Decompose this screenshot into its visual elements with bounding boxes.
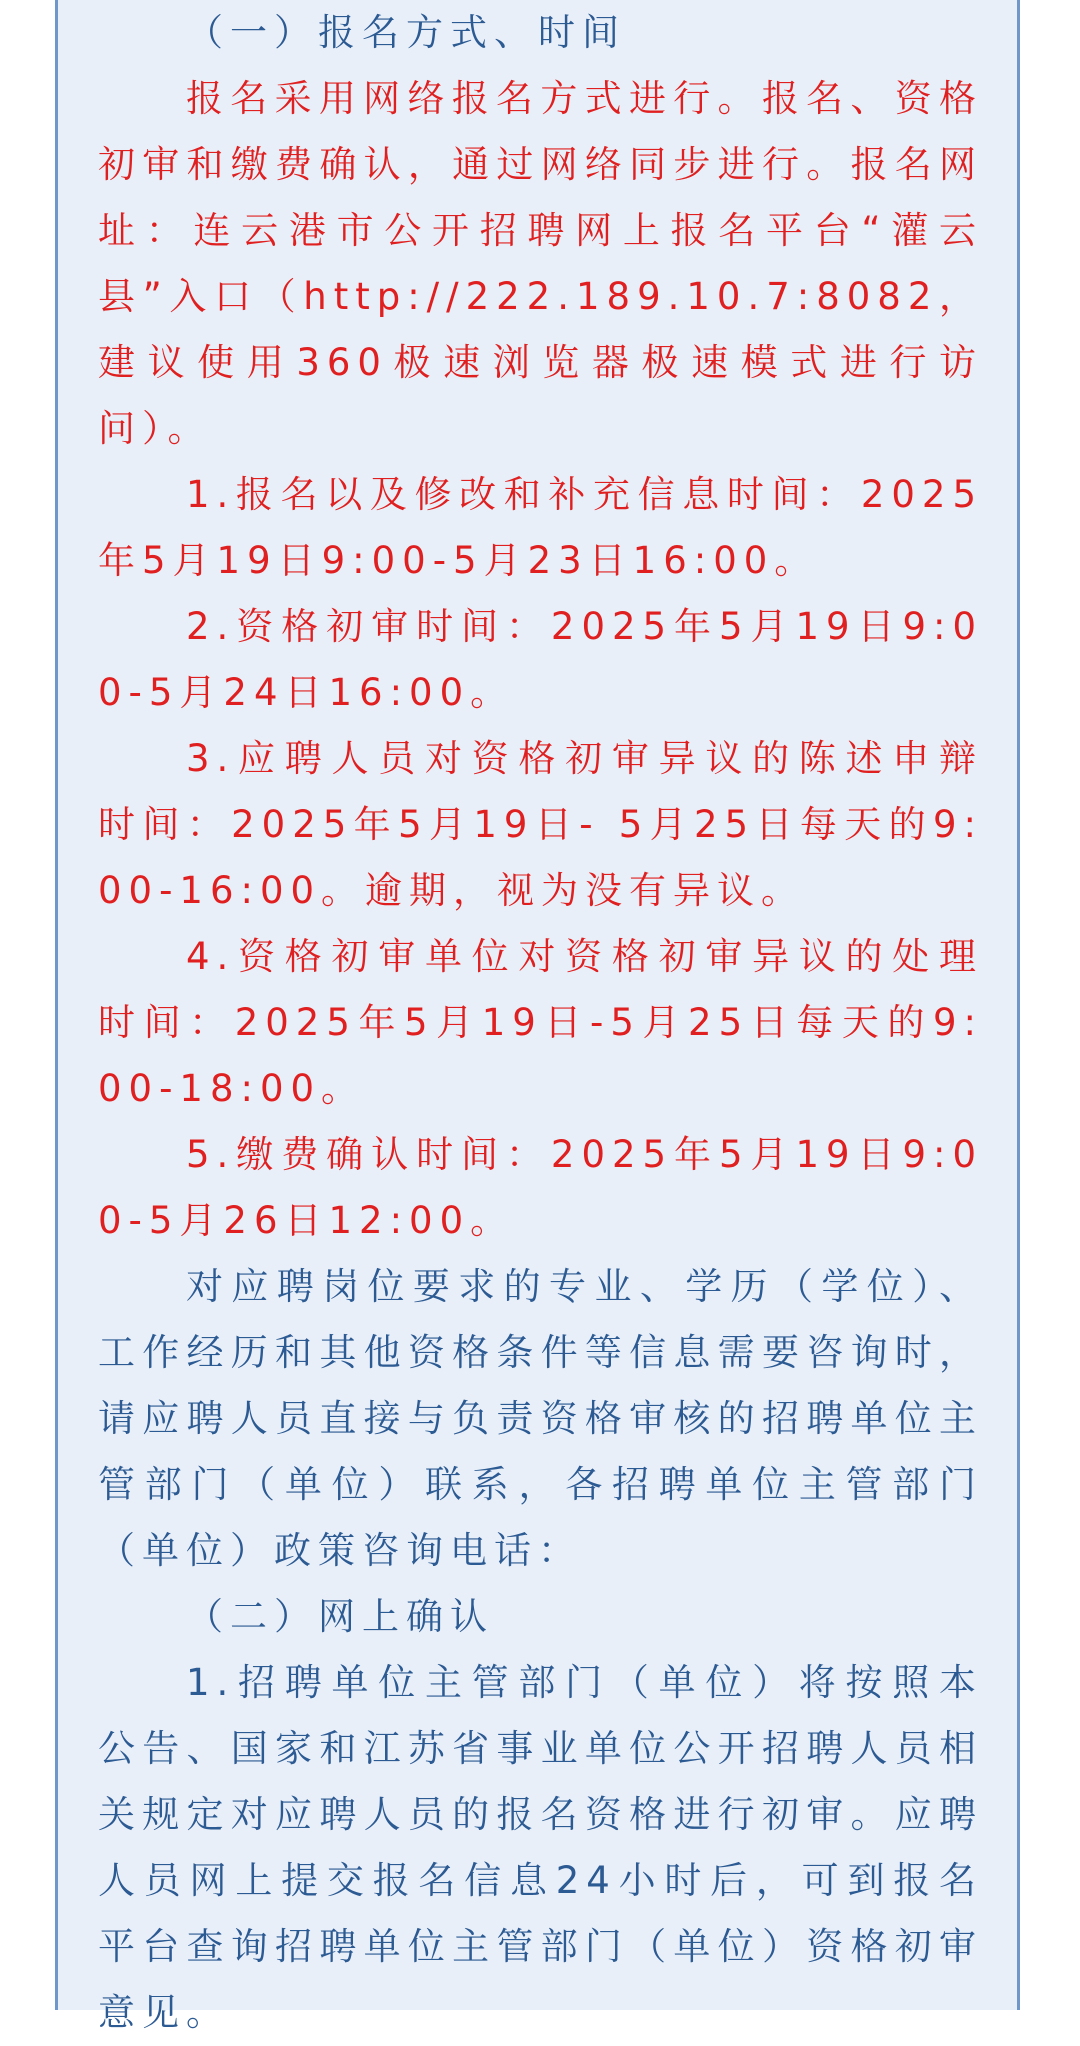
online-confirmation-item-1: 1.招聘单位主管部门（单位）将按照本公告、国家和江苏省事业单位公开招聘人员相关规定对应聘人员的报名资格进行初审。应聘人员网上提交报名信息24小时后，可到报名平台查询招聘单位主管部门（单位）资格初审意见。 [98, 1661, 983, 2034]
registration-time-item: 1.报名以及修改和补充信息时间：2025年5月19日9:00-5月23日16:00。 [98, 473, 983, 582]
section-heading-online-confirmation: （二）网上确认 [186, 1595, 494, 1638]
document-content [98, 0, 983, 2046]
payment-confirmation-time-item: 5.缴费确认时间：2025年5月19日9:00-5月26日12:00。 [98, 1133, 983, 1242]
objection-statement-time-item: 3.应聘人员对资格初审异议的陈述申辩时间：2025年5月19日- 5月25日每天的9:00-16:00。逾期，视为没有异议。 [98, 737, 983, 912]
section-heading-registration: （一）报名方式、时间 [186, 11, 626, 54]
initial-review-time-item: 2.资格初审时间：2025年5月19日9:00-5月24日16:00。 [98, 605, 983, 714]
registration-intro-paragraph: 报名采用网络报名方式进行。报名、资格初审和缴费确认，通过网络同步进行。报名网址：连云港市公开招聘网上报名平台“灌云县”入口（http://222.189.10.7:8082，建议使用360极速浏览器极速模式进行访问）。 [98, 77, 983, 450]
objection-handling-time-item: 4.资格初审单位对资格初审异议的处理时间：2025年5月19日-5月25日每天的9:00-18:00。 [98, 935, 983, 1110]
consultation-paragraph: 对应聘岗位要求的专业、学历（学位）、工作经历和其他资格条件等信息需要咨询时，请应聘人员直接与负责资格审核的招聘单位主管部门（单位）联系，各招聘单位主管部门（单位）政策咨询电话： [98, 1265, 983, 1572]
